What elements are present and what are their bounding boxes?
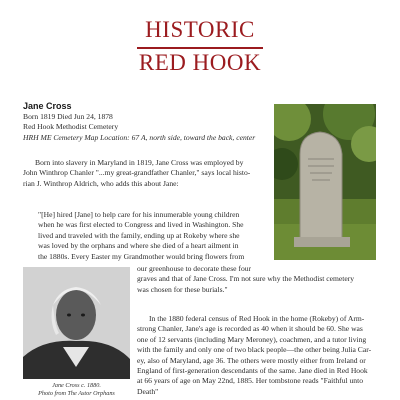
text-line: was loved by the orphans and where she died of a heart ailment in: [38, 241, 239, 251]
masthead-title-line1: HISTORIC: [145, 17, 255, 42]
entry-map-location: HRH ME Cemetery Map Location: 67 A, north side, toward the back, center: [23, 132, 256, 142]
caption-line: Jane Cross c. 1880.: [52, 382, 101, 389]
text-line: In the 1880 federal census of Red Hook in the home (Rokeby) of Arm-: [149, 314, 365, 323]
masthead-rule: [137, 47, 263, 49]
entry-header: [23, 100, 283, 143]
text-line: the 1880s. Every Easter my Grandmother would bring flowers from: [38, 251, 245, 261]
text-line: "[He] hired [Jane] to help care for his innumerable young children: [38, 210, 240, 219]
tombstone-photo: [274, 104, 376, 260]
text-line: lived and traveled with the family, ending up at Rokeby where she: [38, 230, 240, 240]
paragraph-intro: [23, 158, 271, 189]
text-line: John Winthrop Chanler "...my great-grandfather Chanler," says local histo-: [23, 168, 251, 178]
tombstone-illustration: [274, 104, 376, 260]
text-line: ey, also of Maryland, age 36. The others were mostly either from Ireland or: [137, 355, 366, 365]
text-line: was chosen for these burials.": [137, 284, 228, 294]
text-line: graves and that of Jane Cross. I'm not sure why the Methodist cemetery: [137, 274, 355, 284]
portrait-illustration: [23, 267, 130, 379]
portrait-photo: [23, 267, 130, 379]
caption-line: Photo from The Astor Orphans: [38, 389, 115, 397]
text-line: England of first-generation descendants of the same. Jane died in Red Hook: [137, 366, 368, 376]
text-line: one of 12 servants (including Mary Meroney), coachmen, and a tutor living: [137, 334, 367, 344]
masthead-title-line2: RED HOOK: [138, 50, 262, 75]
text-line: at 66 years of age on May 22nd, 1885. Her tombstone reads "Faithful unto: [137, 376, 364, 386]
text-line: Born into slavery in Maryland in 1819, Jane Cross was employed by: [35, 158, 244, 167]
quote-block: [38, 210, 278, 262]
text-line: our greenhouse to decorate these four: [137, 264, 252, 273]
entry-name: Jane Cross: [23, 101, 72, 111]
text-line: when he was first elected to Congress and lived in Washington. She: [38, 220, 244, 230]
paragraph-census: [137, 314, 377, 397]
quote-block-continued: [137, 264, 377, 295]
entry-cemetery: Red Hook Methodist Cemetery: [23, 122, 119, 132]
text-line: Death": [137, 386, 159, 396]
text-line: rian J. Winthrop Aldrich, who adds this about Jane:: [23, 178, 179, 188]
text-line: strong Chanler, Jane's age is recorded as 40 when it should be 60. She was: [137, 324, 363, 334]
entry-dates: Born 1819 Died Jun 24, 1878: [23, 112, 113, 121]
portrait-caption: [23, 382, 130, 397]
text-line: with the family and only one of two black people—the other being Julia Car-: [137, 345, 372, 355]
